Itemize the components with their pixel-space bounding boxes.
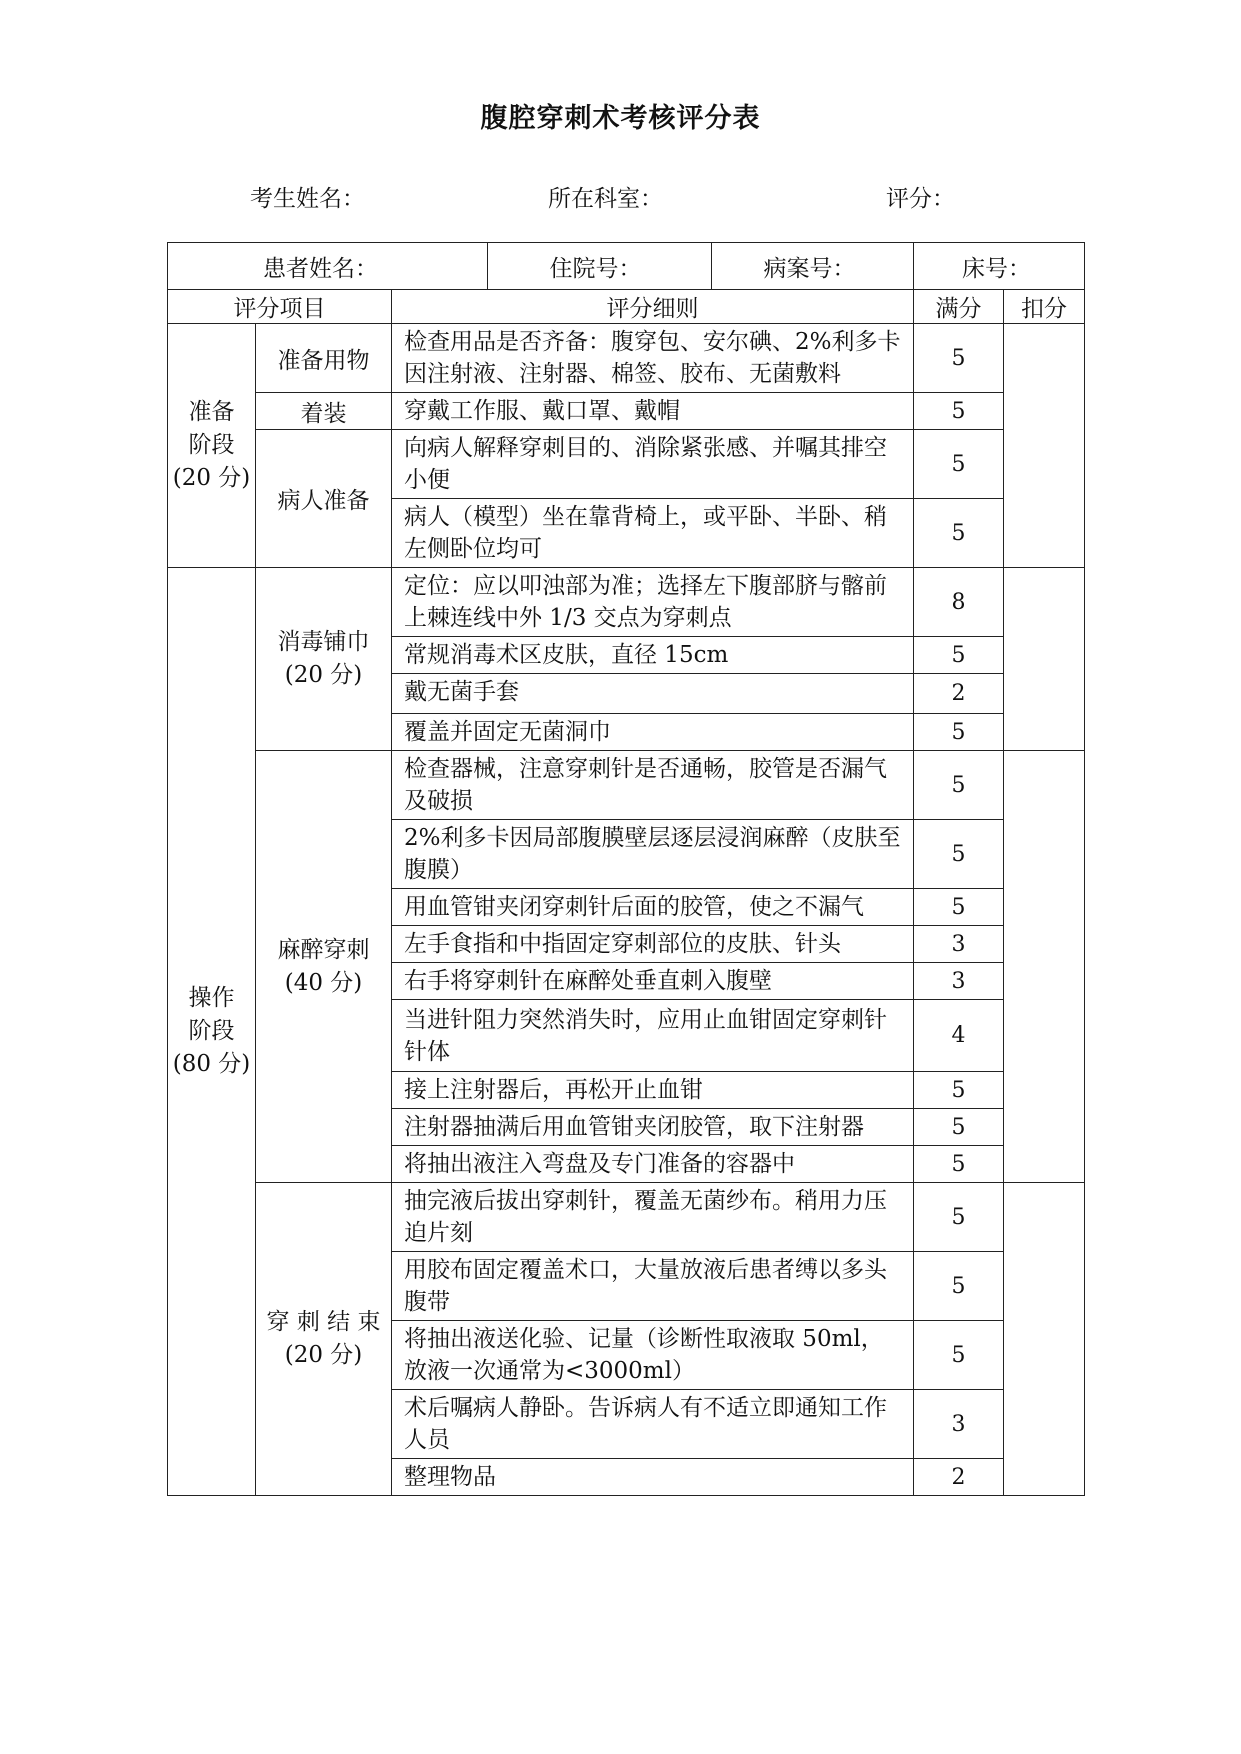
- criterion-text: 常规消毒术区皮肤，直径 15cm: [392, 637, 914, 674]
- criterion-text: 病人（模型）坐在靠背椅上，或平卧、半卧、稍左侧卧位均可: [392, 499, 914, 568]
- scoring-table: [167, 242, 1085, 1496]
- group-points: (20 分): [284, 1342, 363, 1368]
- full-score: 2: [914, 674, 1004, 714]
- group-label-line: 消毒铺巾: [277, 629, 370, 655]
- full-score: 5: [914, 820, 1004, 889]
- full-score: 5: [914, 1321, 1004, 1390]
- table-row: [168, 393, 1085, 430]
- criterion-text: 定位：应以叩浊部为准；选择左下腹部脐与髂前上棘连线中外 1/3 交点为穿刺点: [392, 568, 914, 637]
- criterion-text: 用胶布固定覆盖术口，大量放液后患者缚以多头腹带: [392, 1252, 914, 1321]
- criterion-text: 穿戴工作服、戴口罩、戴帽: [392, 393, 914, 430]
- group-label-line: 穿 刺 结 束: [266, 1309, 381, 1335]
- criterion-text: 检查用品是否齐备：腹穿包、安尔碘、2%利多卡因注射液、注射器、棉签、胶布、无菌敷料: [392, 324, 914, 393]
- header-deduction: 扣分: [1004, 290, 1085, 324]
- full-score: 5: [914, 324, 1004, 393]
- criterion-text: 接上注射器后，再松开止血钳: [392, 1072, 914, 1109]
- stage-label-line: 阶段: [188, 432, 235, 458]
- page-title: 腹腔穿刺术考核评分表: [480, 103, 761, 134]
- department-label: 所在科室：: [548, 186, 663, 212]
- stage-points: (80 分): [172, 1051, 251, 1077]
- table-row: [168, 324, 1085, 393]
- group-dress: 着装: [256, 393, 392, 430]
- deduction-cell[interactable]: [1004, 568, 1085, 751]
- group-puncture-end: [256, 1183, 392, 1496]
- full-score: 2: [914, 1459, 1004, 1496]
- score-label: 评分：: [886, 186, 955, 212]
- record-number-label: 病案号：: [763, 255, 856, 282]
- full-score: 4: [914, 1000, 1004, 1072]
- criterion-text: 右手将穿刺针在麻醉处垂直刺入腹壁: [392, 963, 914, 1000]
- full-score: 5: [914, 889, 1004, 926]
- full-score: 3: [914, 1390, 1004, 1459]
- header-row: [168, 290, 1085, 324]
- full-score: 5: [914, 499, 1004, 568]
- group-supplies: 准备用物: [256, 324, 392, 393]
- header-full-score: 满分: [914, 290, 1004, 324]
- full-score: 3: [914, 926, 1004, 963]
- full-score: 5: [914, 637, 1004, 674]
- full-score: 5: [914, 1072, 1004, 1109]
- criterion-text: 覆盖并固定无菌洞巾: [392, 714, 914, 751]
- criterion-text: 用血管钳夹闭穿刺针后面的胶管，使之不漏气: [392, 889, 914, 926]
- full-score: 3: [914, 963, 1004, 1000]
- full-score: 8: [914, 568, 1004, 637]
- table-row: [168, 1183, 1085, 1252]
- criterion-text: 向病人解释穿刺目的、消除紧张感、并嘱其排空小便: [392, 430, 914, 499]
- criterion-text: 戴无菌手套: [392, 674, 914, 714]
- criterion-text: 抽完液后拔出穿刺针，覆盖无菌纱布。稍用力压迫片刻: [392, 1183, 914, 1252]
- patient-name-label: 患者姓名：: [168, 243, 487, 289]
- full-score: 5: [914, 751, 1004, 820]
- full-score: 5: [914, 1146, 1004, 1183]
- full-score: 5: [914, 714, 1004, 751]
- admission-number-label: 住院号：: [487, 243, 711, 289]
- stage-operation: [168, 568, 256, 1496]
- criterion-text: 术后嘱病人静卧。告诉病人有不适立即通知工作人员: [392, 1390, 914, 1459]
- stage-label-line: 阶段: [188, 1018, 235, 1044]
- group-disinfection: [256, 568, 392, 751]
- full-score: 5: [914, 1252, 1004, 1321]
- group-patient-prep: 病人准备: [256, 430, 392, 568]
- table-row: [168, 568, 1085, 637]
- stage-points: (20 分): [172, 465, 251, 491]
- full-score: 5: [914, 1183, 1004, 1252]
- criterion-text: 将抽出液送化验、记量（诊断性取液取 50ml，放液一次通常为<3000ml）: [392, 1321, 914, 1390]
- criterion-text: 2%利多卡因局部腹膜壁层逐层浸润麻醉（皮肤至腹膜）: [392, 820, 914, 889]
- table-row: [168, 751, 1085, 820]
- bed-number-label: 床号：: [914, 243, 1085, 290]
- stage-label-line: 准备: [188, 399, 235, 425]
- group-points: (40 分): [284, 969, 363, 996]
- full-score: 5: [914, 1109, 1004, 1146]
- criterion-text: 整理物品: [392, 1459, 914, 1496]
- criterion-text: 将抽出液注入弯盘及专门准备的容器中: [392, 1146, 914, 1183]
- deduction-cell[interactable]: [1004, 1183, 1085, 1496]
- group-anesthesia-puncture: [256, 751, 392, 1183]
- criterion-text: 左手食指和中指固定穿刺部位的皮肤、针头: [392, 926, 914, 963]
- criterion-text: 注射器抽满后用血管钳夹闭胶管，取下注射器: [392, 1109, 914, 1146]
- full-score: 5: [914, 430, 1004, 499]
- full-score: 5: [914, 393, 1004, 430]
- criterion-text: 检查器械，注意穿刺针是否通畅，胶管是否漏气及破损: [392, 751, 914, 820]
- patient-info-row: [168, 243, 1085, 290]
- deduction-cell[interactable]: [1004, 324, 1085, 568]
- examinee-name-label: 考生姓名：: [250, 186, 365, 212]
- criterion-text: 当进针阻力突然消失时，应用止血钳固定穿刺针针体: [392, 1000, 914, 1072]
- stage-preparation: [168, 324, 256, 568]
- stage-label-line: 操作: [188, 985, 235, 1011]
- deduction-cell[interactable]: [1004, 751, 1085, 1183]
- group-label-line: 麻醉穿刺: [277, 936, 370, 963]
- header-detail: 评分细则: [392, 290, 914, 324]
- header-item: 评分项目: [168, 290, 392, 324]
- table-row: [168, 430, 1085, 499]
- group-points: (20 分): [284, 662, 363, 688]
